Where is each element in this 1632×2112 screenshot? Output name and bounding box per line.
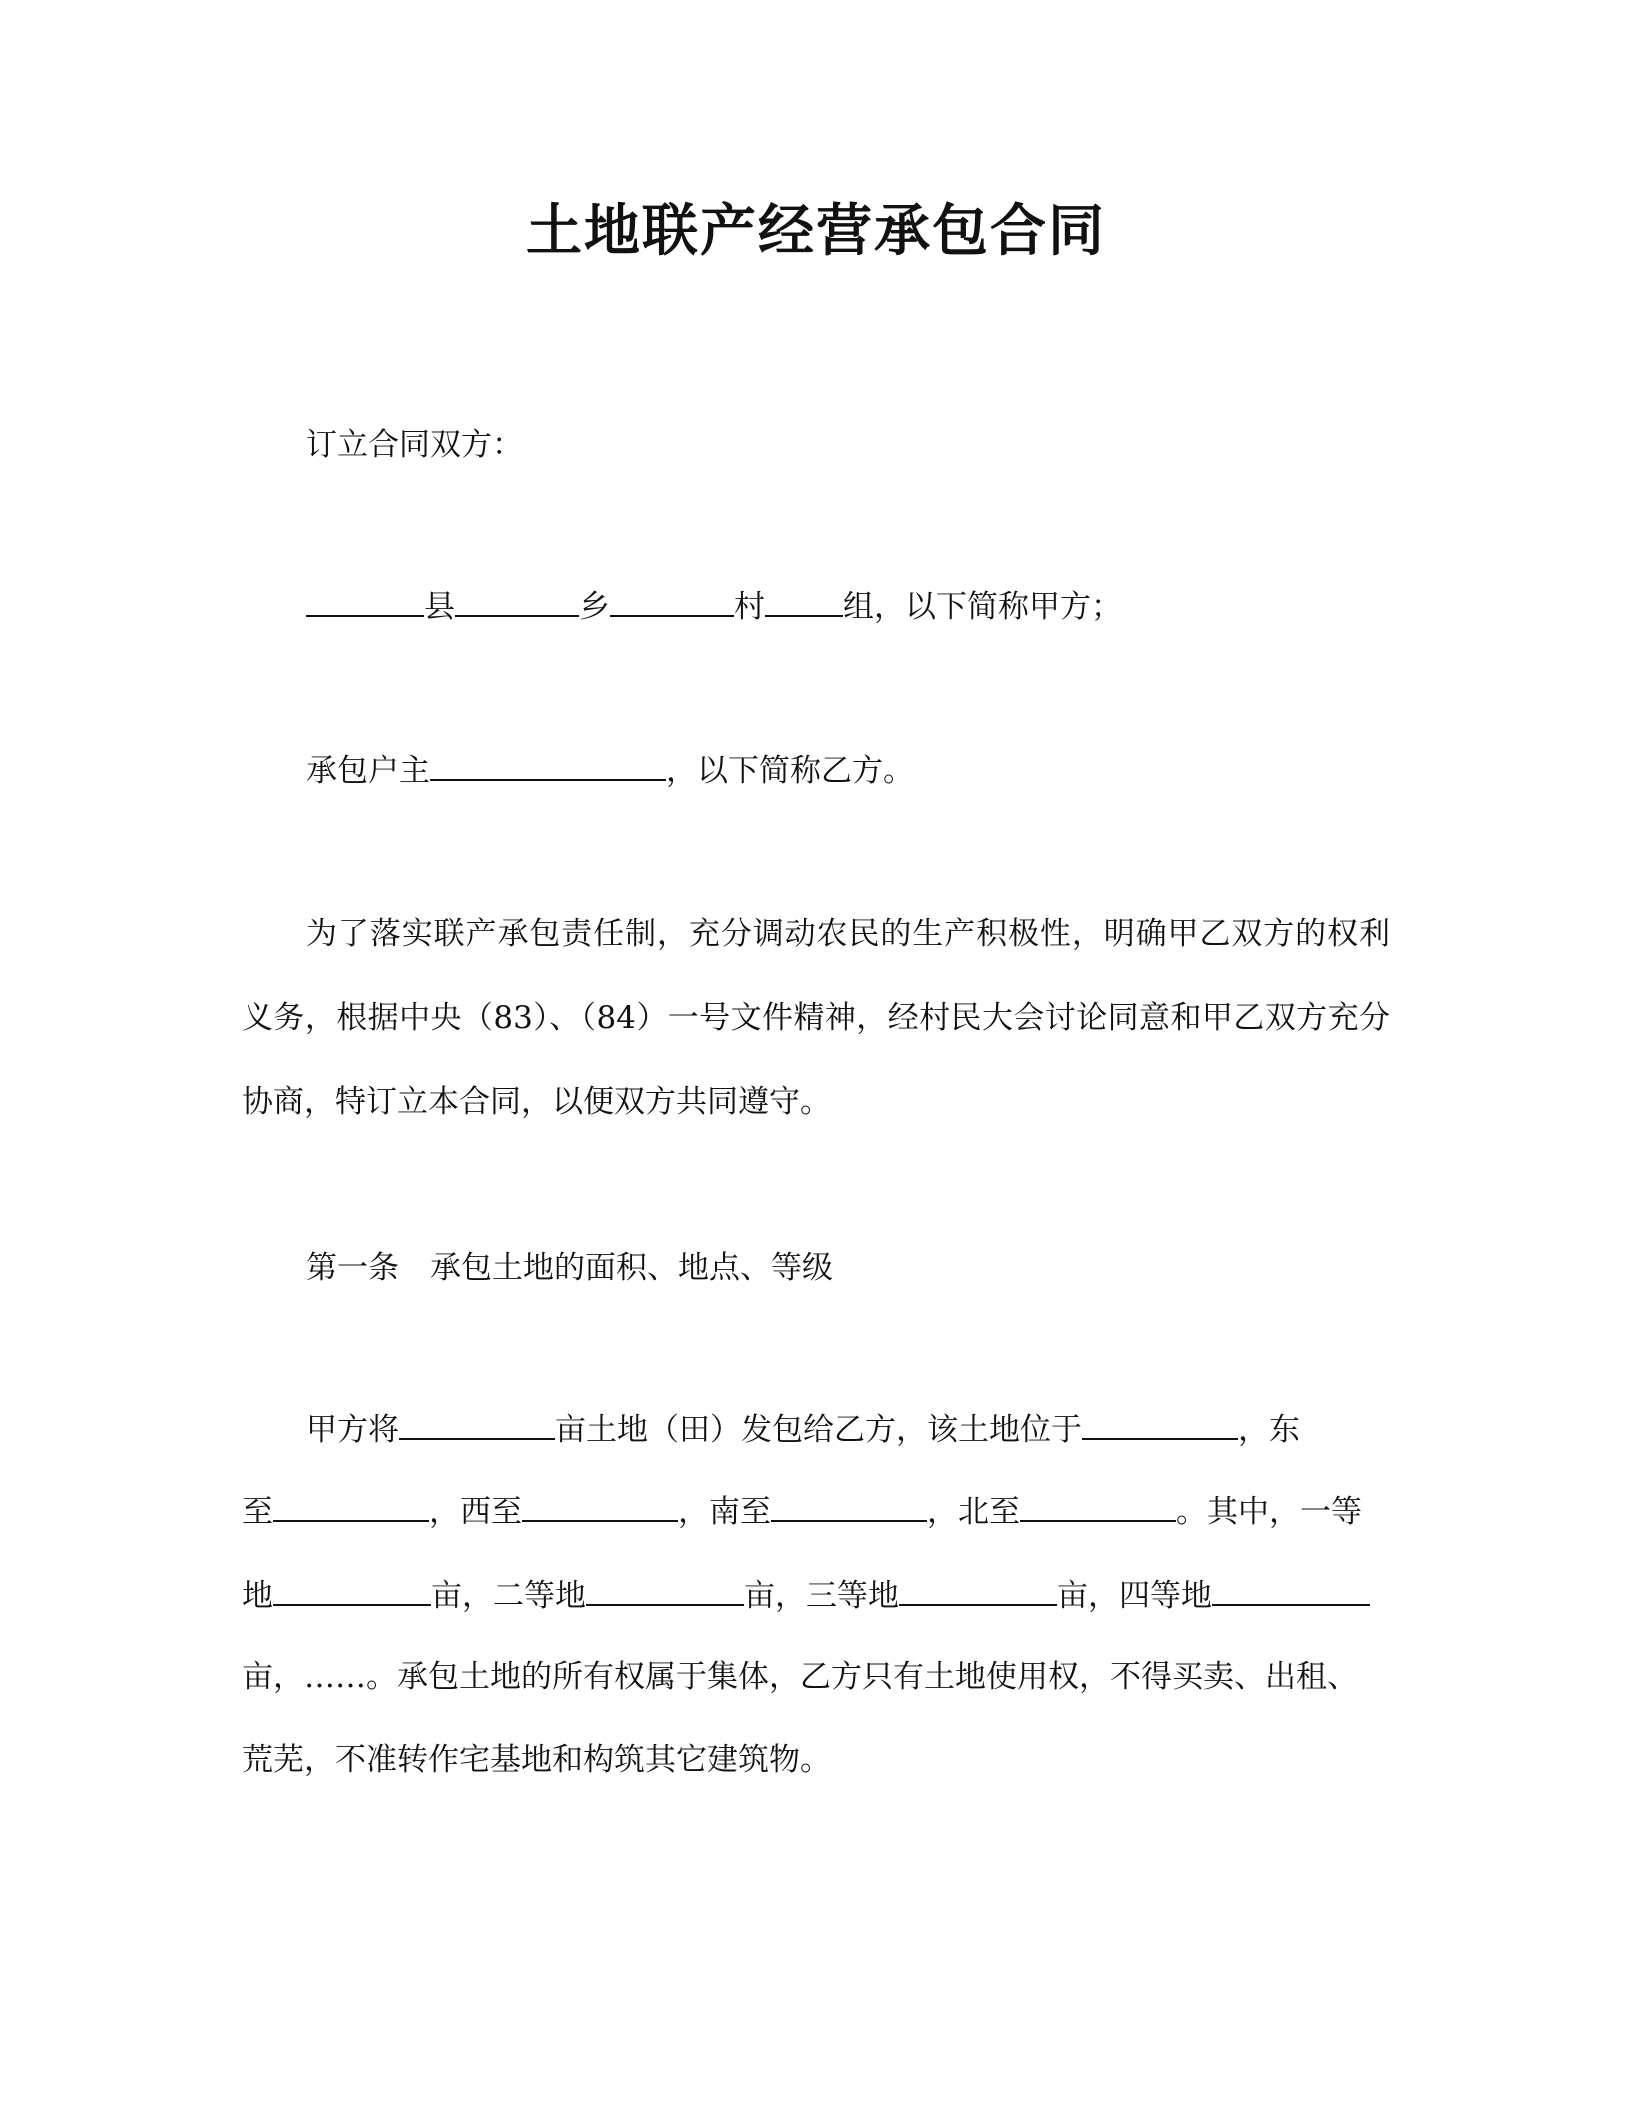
east-blank[interactable]: [273, 1490, 429, 1522]
village-blank[interactable]: [610, 585, 734, 617]
article-1-line-2: [242, 1490, 1362, 1532]
location-blank[interactable]: [1082, 1408, 1238, 1440]
party-a-suffix: 组，以下简称甲方；: [843, 589, 1122, 625]
south-blank[interactable]: [771, 1490, 927, 1522]
north-blank[interactable]: [1020, 1490, 1176, 1522]
group-blank[interactable]: [765, 585, 843, 617]
area-blank[interactable]: [399, 1408, 555, 1440]
text-segment: 亩，三等地: [744, 1578, 899, 1614]
party-b-suffix: ，以下简称乙方。: [666, 753, 914, 789]
party-b-line: [306, 749, 914, 791]
text-segment: ，西至: [429, 1494, 522, 1530]
party-b-name-blank[interactable]: [430, 749, 666, 781]
document-title: 土地联产经营承包合同: [526, 199, 1106, 264]
county-blank[interactable]: [306, 585, 424, 617]
text-segment: 甲方将: [306, 1412, 399, 1448]
text-segment: 。其中，一等: [1176, 1494, 1362, 1530]
county-label: 县: [424, 589, 455, 625]
article-1-line-1: [306, 1408, 1300, 1450]
text-segment: 亩土地（田）发包给乙方，该土地位于: [555, 1412, 1082, 1448]
text-segment: ，南至: [678, 1494, 771, 1530]
text-segment: 亩，四等地: [1057, 1578, 1212, 1614]
text-segment: ，东: [1238, 1412, 1300, 1448]
article-1-line-3: [242, 1574, 1370, 1616]
preamble-paragraph: 为了落实联产承包责任制，充分调动农民的生产积极性，明确甲乙双方的权利义务，根据中央（83）、（84）一号文件精神，经村民大会讨论同意和甲乙双方充分协商，特订立本合同，以便双方共同遵守。: [242, 916, 1390, 1120]
grade-2-blank[interactable]: [586, 1574, 744, 1606]
party-b-prefix: 承包户主: [306, 753, 430, 789]
grade-3-blank[interactable]: [899, 1574, 1057, 1606]
parties-heading: 订立合同双方：: [306, 427, 523, 463]
grade-4-blank[interactable]: [1212, 1574, 1370, 1606]
grade-1-blank[interactable]: [273, 1574, 431, 1606]
township-blank[interactable]: [455, 585, 579, 617]
text-segment: ，北至: [927, 1494, 1020, 1530]
article-1-line-4: 亩，……。承包土地的所有权属于集体，乙方只有土地使用权，不得买卖、出租、: [242, 1659, 1358, 1695]
text-segment: 亩，二等地: [431, 1578, 586, 1614]
text-segment: 至: [242, 1494, 273, 1530]
west-blank[interactable]: [522, 1490, 678, 1522]
article-1-line-5: 荒芜，不准转作宅基地和构筑其它建筑物。: [242, 1742, 831, 1778]
article-1-heading: 第一条 承包土地的面积、地点、等级: [306, 1250, 833, 1286]
township-label: 乡: [579, 589, 610, 625]
party-a-line: [306, 585, 1122, 627]
village-label: 村: [734, 589, 765, 625]
text-segment: 地: [242, 1578, 273, 1614]
